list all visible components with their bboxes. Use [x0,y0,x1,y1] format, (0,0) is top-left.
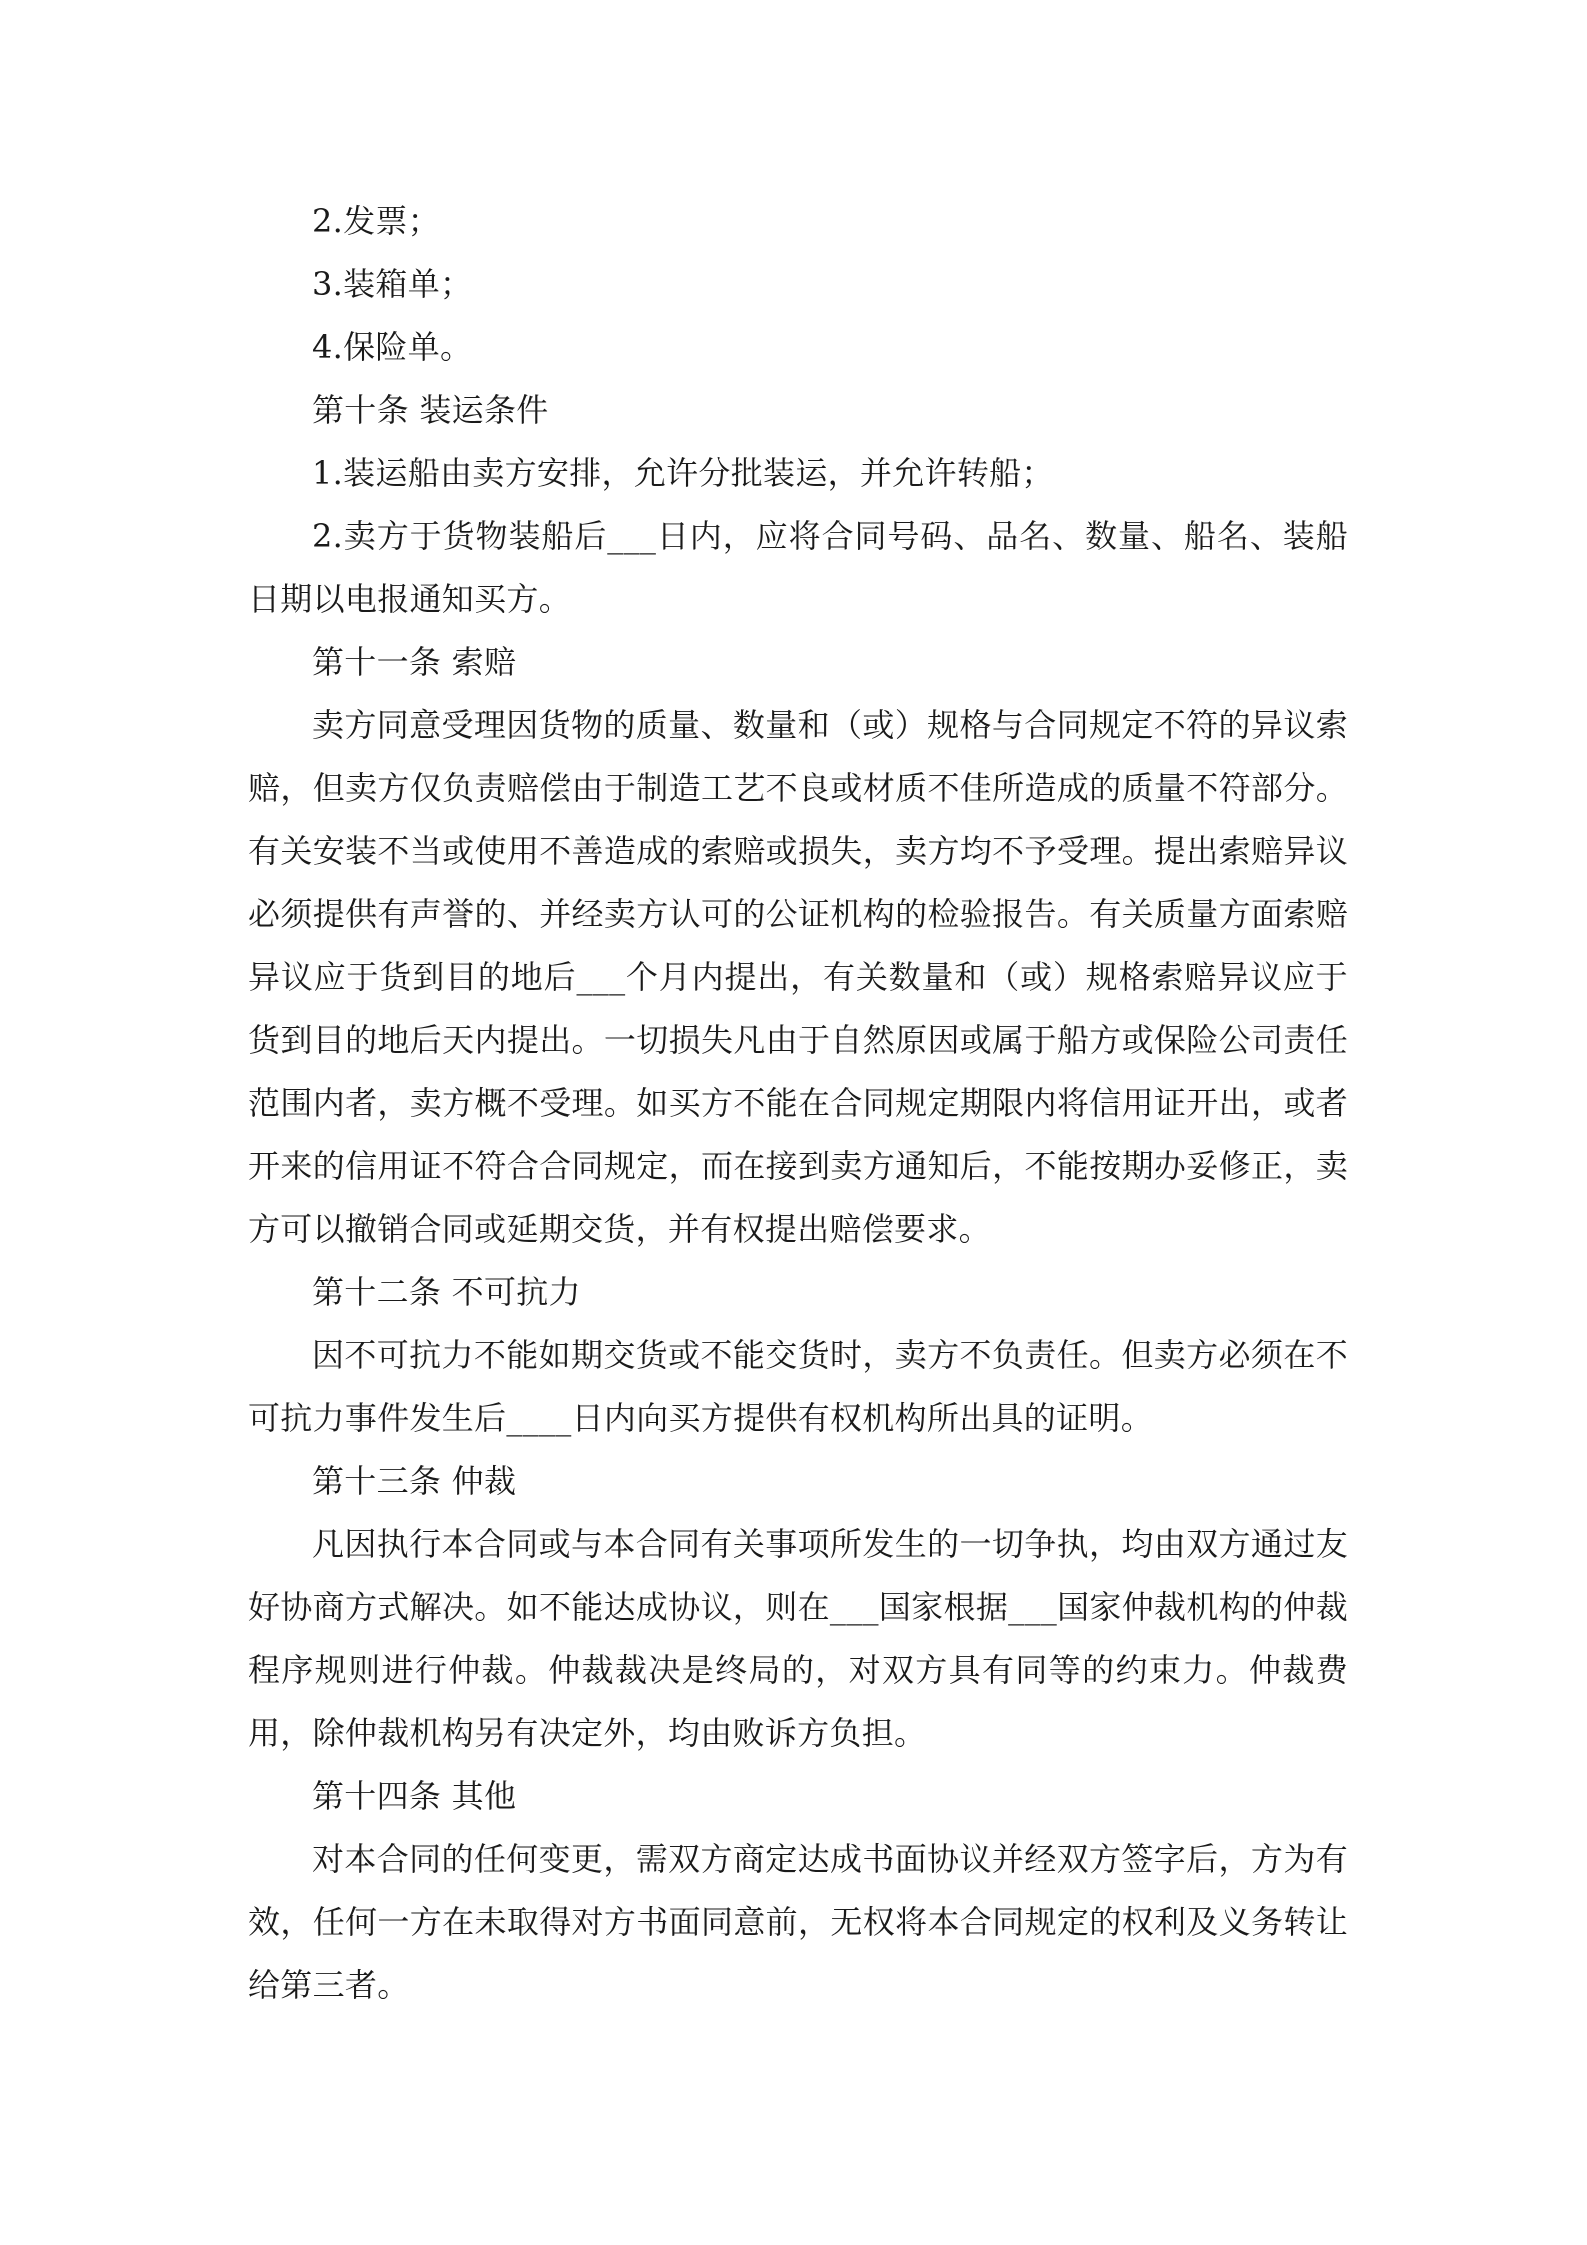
article-12-heading: 第十二条 不可抗力 [312,1273,581,1311]
article-10-item-1: 1.装运船由卖方安排，允许分批装运，并允许转船； [312,454,1054,492]
article-10-item-2: 2.卖方于货物装船后___日内，应将合同号码、品名、数量、船名、装船日期以电报通知买方。 [248,517,1348,618]
article-14-body: 对本合同的任何变更，需双方商定达成书面协议并经双方签字后，方为有效，任何一方在未取得对方书面同意前，无权将本合同规定的权利及义务转让给第三者。 [248,1840,1348,2004]
document-page [248,190,1348,2017]
article-13-heading: 第十三条 仲裁 [312,1462,517,1500]
article-13-body: 凡因执行本合同或与本合同有关事项所发生的一切争执，均由双方通过友好协商方式解决。如不能达成协议，则在___国家根据___国家仲裁机构的仲裁程序规则进行仲裁。仲裁裁决是终局的，对双方具有同等的约束力。仲裁费用，除仲裁机构另有决定外，均由败诉方负担。 [248,1525,1348,1752]
article-10-heading: 第十条 装运条件 [312,391,549,429]
list-item-packing-list: 3.装箱单； [312,265,473,303]
article-11-heading: 第十一条 索赔 [312,643,517,681]
article-12-body: 因不可抗力不能如期交货或不能交货时，卖方不负责任。但卖方必须在不可抗力事件发生后____日内向买方提供有权机构所出具的证明。 [248,1336,1348,1437]
list-item-invoice: 2.发票； [312,202,441,240]
list-item-insurance-policy: 4.保险单。 [312,328,473,366]
article-14-heading: 第十四条 其他 [312,1777,517,1815]
article-11-body: 卖方同意受理因货物的质量、数量和（或）规格与合同规定不符的异议索赔，但卖方仅负责赔偿由于制造工艺不良或材质不佳所造成的质量不符部分。有关安装不当或使用不善造成的索赔或损失，卖方均不予受理。提出索赔异议必须提供有声誉的、并经卖方认可的公证机构的检验报告。有关质量方面索赔异议应于货到目的地后___个月内提出，有关数量和（或）规格索赔异议应于货到目的地后天内提出。一切损失凡由于自然原因或属于船方或保险公司责任范围内者，卖方概不受理。如买方不能在合同规定期限内将信用证开出，或者开来的信用证不符合合同规定，而在接到卖方通知后，不能按期办妥修正，卖方可以撤销合同或延期交货，并有权提出赔偿要求。 [248,706,1348,1248]
